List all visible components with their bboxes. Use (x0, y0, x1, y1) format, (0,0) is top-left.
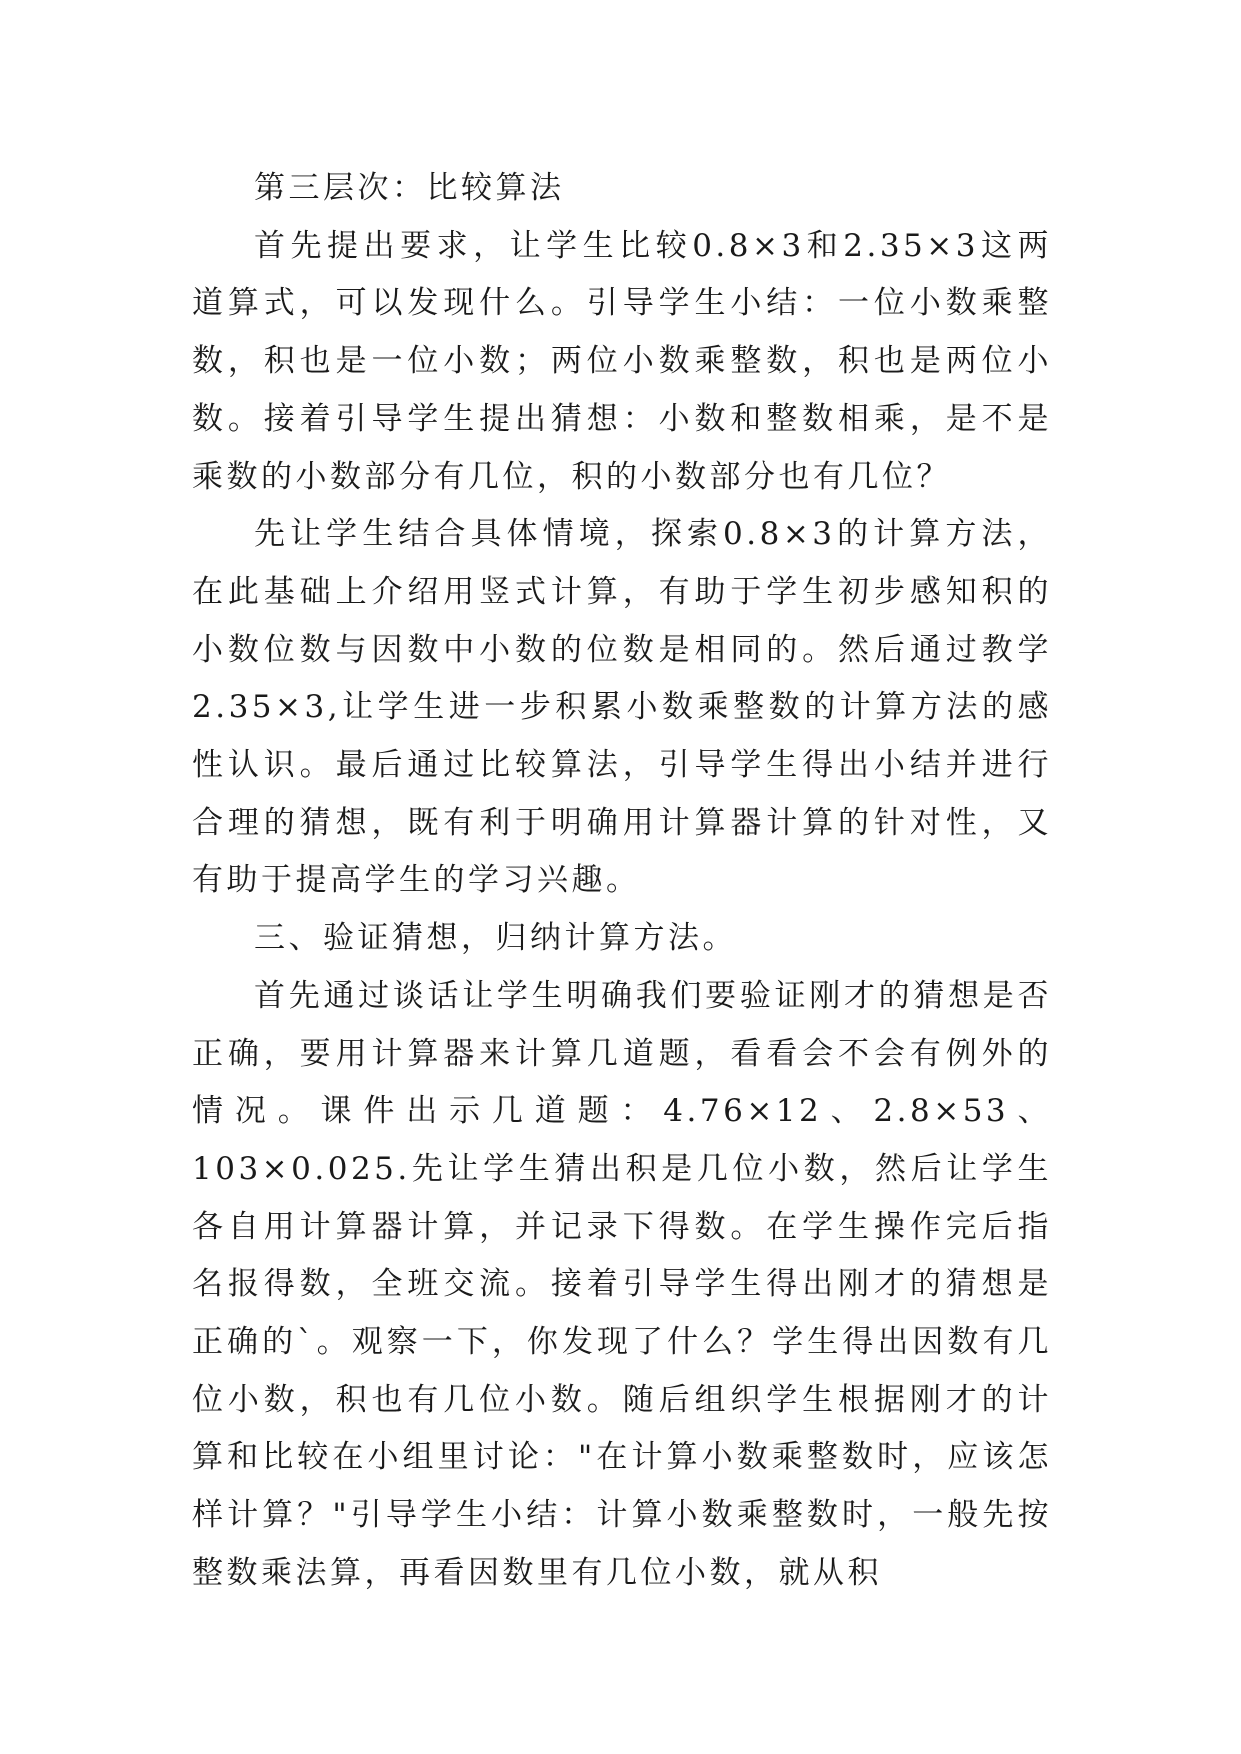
paragraph: 首先通过谈话让学生明确我们要验证刚才的猜想是否正确，要用计算器来计算几道题，看看会不会有例外的情况。课件出示几道题：4.76×12、2.8×53、103×0.025.先让学生猜出积是几位小数，然后让学生各自用计算器计算，并记录下得数。在学生操作完后指名报得数，全班交流。接着引导学生得出刚才的猜想是正确的`。观察一下，你发现了什么？学生得出因数有几位小数，积也有几位小数。随后组织学生根据刚才的计算和比较在小组里讨论："在计算小数乘整数时，应该怎样计算？"引导学生小结：计算小数乘整数时，一般先按整数乘法算，再看因数里有几位小数，就从积 (192, 977, 1052, 1591)
section-heading: 三、验证猜想，归纳计算方法。 (254, 920, 737, 957)
paragraph: 先让学生结合具体情境，探索0.8×3的计算方法，在此基础上介绍用竖式计算，有助于学生初步感知积的小数位数与因数中小数的位数是相同的。然后通过教学2.35×3,让学生进一步积累小数乘整数的计算方法的感性认识。最后通过比较算法，引导学生得出小结并进行合理的猜想，既有利于明确用计算器计算的针对性，又有助于提高学生的学习兴趣。 (192, 516, 1052, 899)
document-body (192, 160, 1052, 1603)
section-heading: 第三层次：比较算法 (254, 170, 565, 206)
paragraph: 首先提出要求，让学生比较0.8×3和2.35×3这两道算式，可以发现什么。引导学生小结：一位小数乘整数，积也是一位小数；两位小数乘整数，积也是两位小数。接着引导学生提出猜想：小数和整数相乘，是不是乘数的小数部分有几位，积的小数部分也有几位？ (192, 227, 1052, 495)
